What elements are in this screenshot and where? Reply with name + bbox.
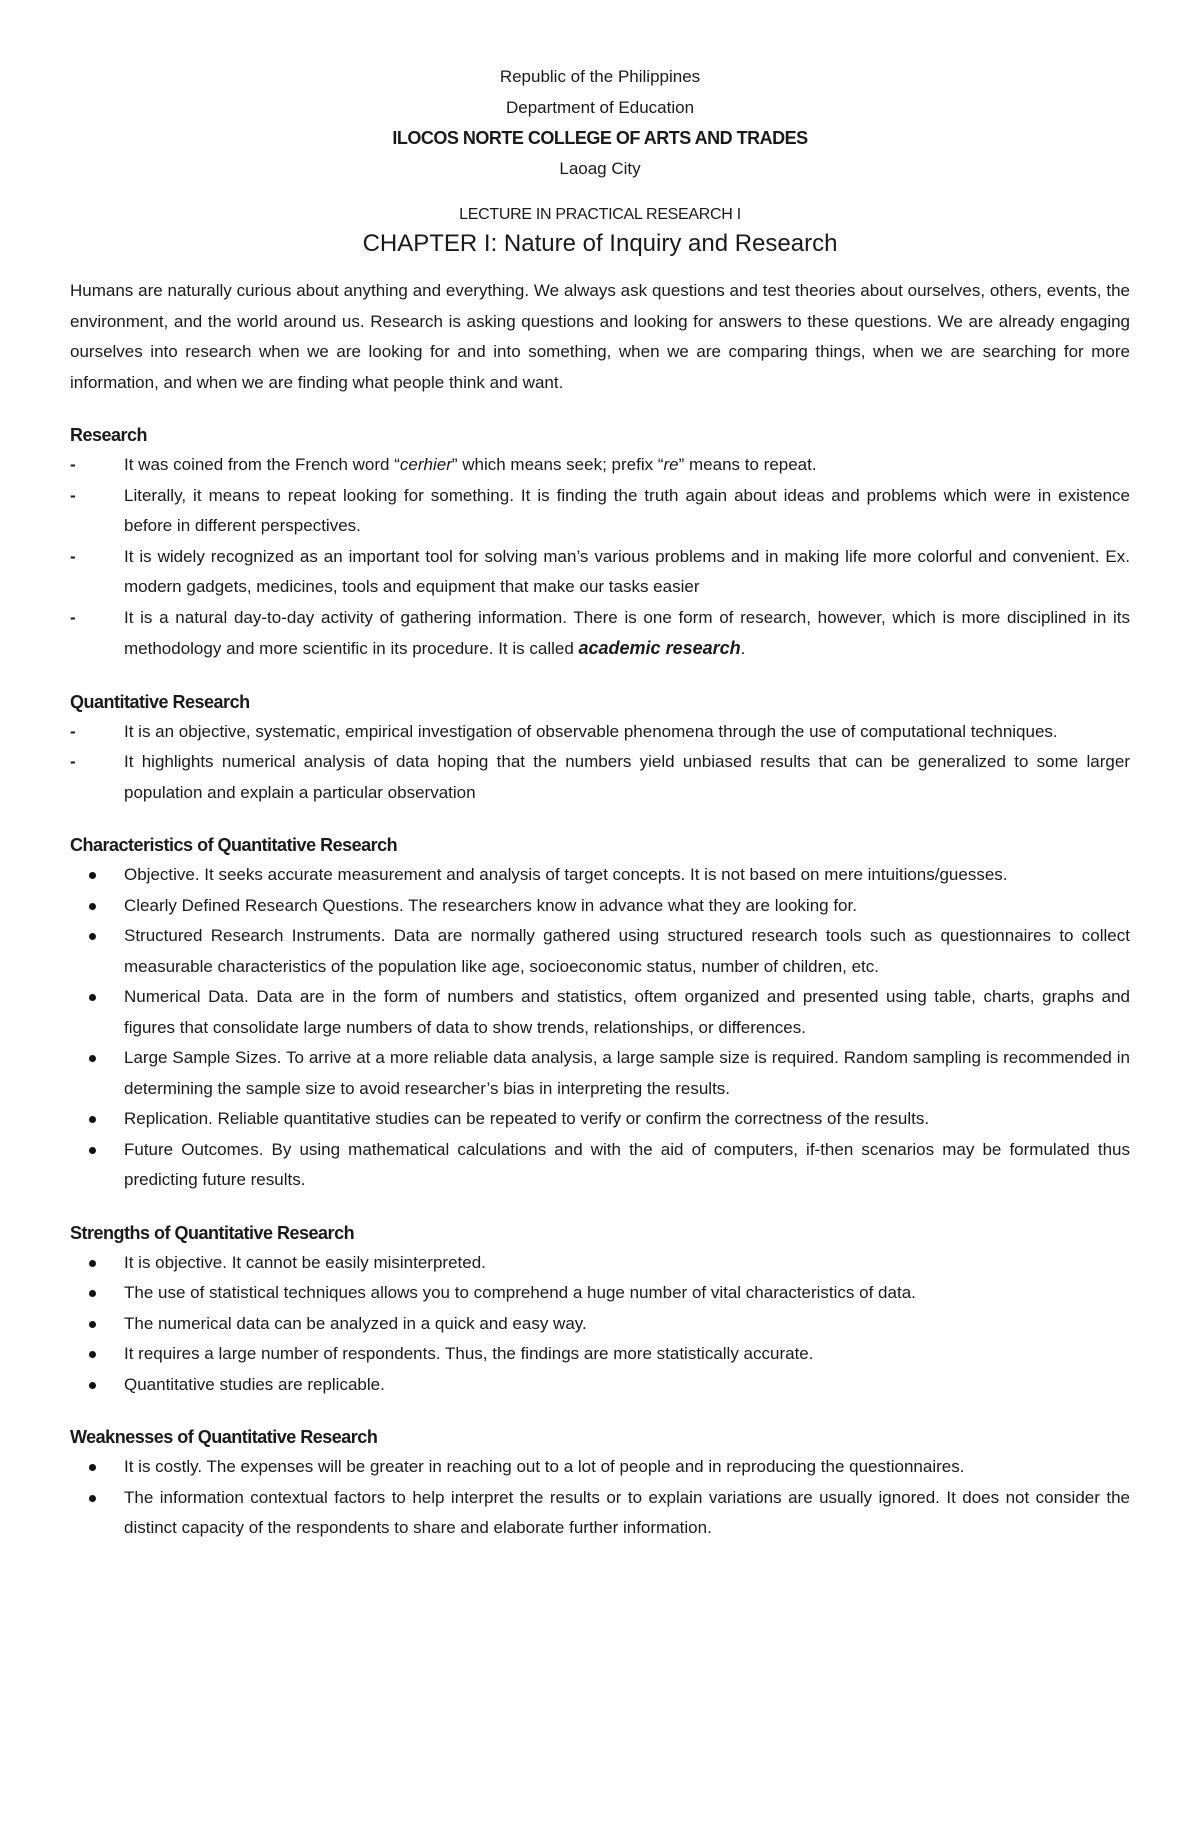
list-item	[70, 1370, 1130, 1401]
strengths-heading: Strengths of Quantitative Research	[70, 1222, 355, 1243]
list-item	[70, 603, 1130, 665]
letterhead	[70, 62, 1130, 184]
list-item	[70, 1104, 1130, 1135]
item-text: The information contextual factors to help interpret the results or to explain variations are usually ignored. It does not consider the distinct capacity of the respondents to share and elaborate further information.	[124, 1487, 1130, 1537]
item-text: ” means to repeat.	[678, 455, 817, 474]
weaknesses-list	[70, 1452, 1130, 1544]
strengths-list	[70, 1248, 1130, 1401]
list-item	[70, 717, 1130, 748]
characteristics-list	[70, 860, 1130, 1196]
bullet-dot	[89, 1147, 96, 1154]
dash-bullet: -	[70, 752, 76, 771]
item-text: It is a natural day-to-day activity of gathering information. There is one form of research, however, which is more disciplined in its methodology and more scientific in its procedure. It is called	[124, 607, 1130, 658]
intro-paragraph: Humans are naturally curious about anything and everything. We always ask questions and test theories about ourselves, others, events, the environment, and the world around us. Research is asking questions and looking for answers to these questions. We are already engaging ourselves into research when we are looking for and into something, when we are comparing things, when we are searching for more information, and when we are finding what people think and want.	[70, 281, 1130, 392]
list-item	[70, 860, 1130, 891]
list-item	[70, 1339, 1130, 1370]
item-text: It highlights numerical analysis of data hoping that the numbers yield unbiased results that can be generalized to some larger population and explain a particular observation	[124, 752, 1130, 802]
city-line: Laoag City	[559, 158, 641, 178]
item-text: Large Sample Sizes. To arrive at a more reliable data analysis, a large sample size is required. Random sampling is recommended in determining the sample size to avoid researcher’s bias in interpreting the results.	[124, 1048, 1130, 1098]
dash-bullet: -	[70, 546, 76, 566]
list-item	[70, 891, 1130, 922]
bullet-dot	[89, 872, 96, 879]
research-heading: Research	[70, 425, 148, 445]
list-item	[70, 481, 1130, 542]
bullet-dot	[89, 1260, 96, 1267]
term-re: re	[663, 455, 679, 474]
list-item	[70, 450, 1130, 481]
item-text: It is an objective, systematic, empirical investigation of observable phenomena through the use of computational techniques.	[124, 721, 1058, 741]
bullet-dot	[89, 1055, 96, 1062]
characteristics-heading: Characteristics of Quantitative Research	[70, 835, 398, 855]
dash-bullet: -	[70, 607, 76, 627]
item-text: Structured Research Instruments. Data are normally gathered using structured research tools such as questionnaires to collect measurable characteristics of the population like age, socioeconomic status, number of children, etc.	[124, 926, 1130, 976]
dash-bullet: -	[70, 455, 76, 474]
item-text: Literally, it means to repeat looking for something. It is finding the truth again about ideas and problems which were in existence before in different perspectives.	[124, 485, 1130, 535]
bullet-dot	[89, 1116, 96, 1123]
bullet-dot	[89, 1495, 96, 1502]
item-text: Future Outcomes. By using mathematical calculations and with the aid of computers, if-then scenarios may be formulated thus predicting future results.	[124, 1139, 1130, 1189]
item-text: The numerical data can be analyzed in a quick and easy way.	[124, 1313, 587, 1333]
weaknesses-heading: Weaknesses of Quantitative Research	[70, 1427, 378, 1447]
item-text: It requires a large number of respondents. Thus, the findings are more statistically accurate.	[124, 1344, 814, 1363]
list-item	[70, 542, 1130, 603]
list-item	[70, 1278, 1130, 1309]
list-item	[70, 1248, 1130, 1279]
college-name: ILOCOS NORTE COLLEGE OF ARTS AND TRADES	[392, 128, 808, 148]
list-item	[70, 982, 1130, 1043]
item-text: ” which means seek; prefix “	[451, 455, 664, 474]
item-text: It was coined from the French word “	[124, 455, 400, 474]
term-cerhier: cerhier	[399, 455, 452, 474]
item-text: Clearly Defined Research Questions. The researchers know in advance what they are looking for.	[124, 895, 857, 915]
lecture-title: LECTURE IN PRACTICAL RESEARCH I	[459, 206, 741, 223]
list-item	[70, 921, 1130, 982]
republic-line: Republic of the Philippines	[499, 67, 701, 86]
item-text: It is objective. It cannot be easily misinterpreted.	[124, 1252, 486, 1272]
item-text: Numerical Data. Data are in the form of numbers and statistics, oftem organized and presented using table, charts, graphs and figures that consolidate large numbers of data to show trends, relationships, or differences.	[124, 987, 1130, 1037]
item-text: Replication. Reliable quantitative studies can be repeated to verify or confirm the correctness of the results.	[124, 1109, 930, 1128]
bullet-dot	[89, 1290, 96, 1297]
chapter-title: CHAPTER I: Nature of Inquiry and Research	[362, 230, 838, 257]
bullet-dot	[89, 1321, 96, 1328]
item-text: The use of statistical techniques allows you to comprehend a huge number of vital characteristics of data.	[124, 1283, 916, 1302]
department-line: Department of Education	[505, 97, 695, 117]
item-text: Quantitative studies are replicable.	[124, 1374, 385, 1394]
dash-bullet: -	[70, 485, 76, 505]
bullet-dot	[89, 994, 96, 1001]
dash-bullet: -	[70, 721, 76, 741]
research-list	[70, 450, 1130, 665]
list-item	[70, 1135, 1130, 1196]
bullet-dot	[89, 1382, 96, 1389]
quantitative-list	[70, 717, 1130, 809]
bullet-dot	[89, 1464, 96, 1471]
list-item	[70, 1309, 1130, 1340]
item-text: Objective. It seeks accurate measurement and analysis of target concepts. It is not based on mere intuitions/guesses.	[124, 865, 1008, 884]
bullet-dot	[89, 1351, 96, 1358]
document-page	[70, 62, 1130, 1544]
list-item	[70, 1452, 1130, 1483]
bullet-dot	[89, 933, 96, 940]
item-text: It is costly. The expenses will be greater in reaching out to a lot of people and in reproducing the questionnaires.	[124, 1457, 965, 1476]
item-text: .	[740, 639, 746, 658]
list-item	[70, 747, 1130, 808]
list-item	[70, 1483, 1130, 1544]
bullet-dot	[89, 903, 96, 910]
list-item	[70, 1043, 1130, 1104]
term-academic-research: academic research	[578, 638, 741, 658]
item-text: It is widely recognized as an important tool for solving man’s various problems and in making life more colorful and convenient. Ex. modern gadgets, medicines, tools and equipment that make our tasks easier	[124, 546, 1130, 596]
quantitative-heading: Quantitative Research	[70, 691, 250, 712]
